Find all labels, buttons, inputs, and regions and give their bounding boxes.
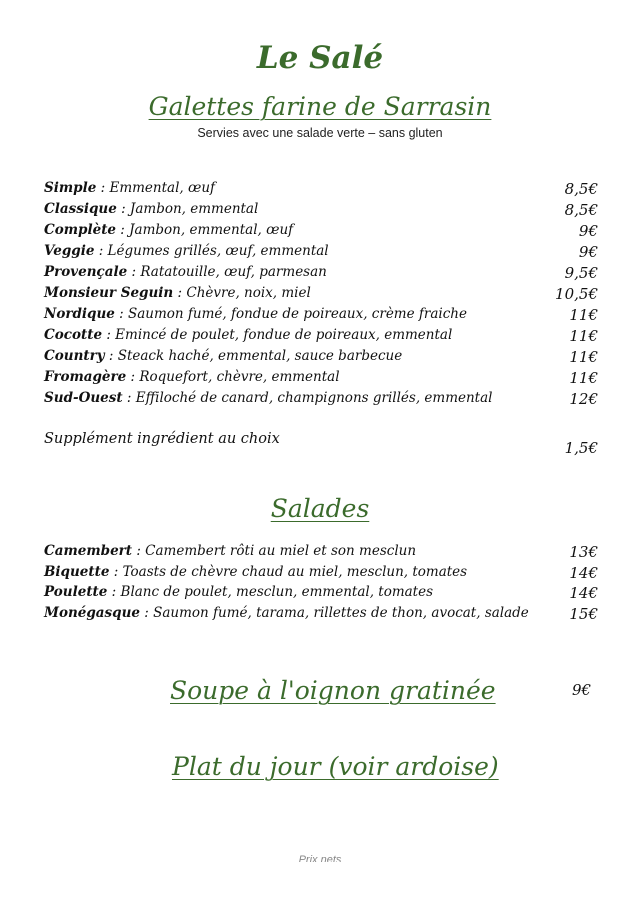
- menu-item-text: [44, 243, 329, 264]
- menu-item-price: 8,5€: [564, 201, 598, 219]
- menu-item-desc: : Effiloché de canard, champignons grillés, emmental: [122, 390, 493, 406]
- salades-heading-text: Salades: [270, 494, 370, 523]
- menu-item-desc: : Emmental, œuf: [96, 180, 216, 196]
- menu-item-price: 9€: [578, 222, 598, 240]
- menu-item-name: Poulette: [44, 584, 108, 600]
- menu-item-text: [44, 180, 215, 201]
- footer-note: Prix nets: [298, 854, 342, 862]
- plat-du-jour-heading: Plat du jour (voir ardoise): [172, 752, 499, 781]
- menu-item: [44, 306, 598, 327]
- galettes-heading: [0, 92, 640, 121]
- menu-item-price: 13€: [569, 543, 598, 561]
- menu-item: [44, 243, 598, 264]
- menu-item-name: Monégasque: [44, 604, 140, 621]
- menu-item: [44, 222, 598, 243]
- salades-heading: [0, 494, 640, 523]
- menu-item-name: Simple: [44, 180, 97, 196]
- menu-item: [44, 564, 598, 585]
- menu-item-text: [44, 222, 293, 243]
- menu-item-price: 14€: [569, 584, 598, 602]
- menu-item-name: Provençale: [44, 264, 128, 280]
- menu-item-price: 9,5€: [564, 264, 598, 282]
- menu-item-price: 10,5€: [555, 285, 598, 303]
- menu-item-text: [44, 306, 467, 327]
- soupe-price: 9€: [572, 681, 592, 699]
- menu-item-text: [44, 605, 529, 626]
- menu-item-desc: : Ratatouille, œuf, parmesan: [127, 264, 327, 280]
- menu-item-price: 14€: [569, 563, 598, 582]
- menu-item: [44, 369, 598, 390]
- menu-item-text: [44, 348, 402, 369]
- menu-item-name: Monsieur Seguin: [44, 285, 174, 301]
- menu-item-name: Fromagère: [44, 369, 127, 385]
- menu-item-price: 12€: [569, 390, 598, 408]
- menu-item-text: [44, 327, 452, 348]
- menu-item: [44, 264, 598, 285]
- soupe-heading: Soupe à l'oignon gratinée: [170, 676, 496, 705]
- menu-item: [44, 584, 598, 605]
- menu-item-text: [44, 543, 416, 564]
- menu-item-text: [44, 584, 433, 605]
- menu-item-name: Country: [44, 348, 105, 364]
- menu-item-text: [44, 369, 340, 390]
- supplement-price: 1,5€: [564, 439, 598, 457]
- menu-item-desc: : Camembert rôti au miel et son mesclun: [132, 543, 417, 559]
- menu-item: [44, 201, 598, 222]
- galettes-subtitle: Servies avec une salade verte – sans gluten: [197, 126, 443, 140]
- menu-item: [44, 348, 598, 369]
- supplement-label: Supplément ingrédient au choix: [44, 431, 280, 447]
- menu-item-text: [44, 564, 467, 585]
- menu-item-price: 8,5€: [564, 180, 598, 198]
- menu-item-name: Camembert: [44, 543, 133, 559]
- menu-item: [44, 180, 598, 201]
- menu-item-desc: : Saumon fumé, tarama, rillettes de thon, avocat, salade: [139, 604, 529, 621]
- menu-item-price: 11€: [569, 369, 598, 387]
- menu-item-price: 11€: [569, 306, 598, 324]
- menu-item-price: 11€: [569, 348, 598, 366]
- menu-item-name: Classique: [44, 201, 117, 217]
- menu-item-price: 15€: [569, 604, 598, 623]
- menu-item-desc: : Jambon, emmental, œuf: [116, 222, 294, 238]
- menu-item-desc: : Jambon, emmental: [116, 201, 259, 217]
- menu-item: [44, 390, 598, 411]
- supplement-row: [44, 431, 598, 457]
- menu-item-price: 11€: [569, 327, 598, 345]
- menu-item: [44, 605, 598, 626]
- menu-item: [44, 285, 598, 306]
- galettes-heading-text: Galettes farine de Sarrasin: [148, 92, 492, 121]
- menu-item-desc: : Roquefort, chèvre, emmental: [126, 369, 340, 385]
- menu-item-desc: : Saumon fumé, fondue de poireaux, crème fraiche: [114, 306, 467, 322]
- menu-item-text: [44, 285, 311, 306]
- menu-item-name: Biquette: [44, 563, 110, 580]
- menu-item-text: [44, 201, 258, 222]
- menu-item-desc: : Chèvre, noix, miel: [173, 285, 311, 301]
- menu-item-name: Cocotte: [44, 327, 103, 343]
- menu-item-desc: : Légumes grillés, œuf, emmental: [94, 243, 329, 259]
- page-title: Le Salé: [256, 40, 384, 76]
- menu-item-price: 9€: [578, 243, 598, 261]
- menu-item-desc: : Toasts de chèvre chaud au miel, mesclun, tomates: [109, 563, 468, 580]
- menu-item-text: [44, 390, 492, 411]
- menu-item-desc: : Steack haché, emmental, sauce barbecue: [104, 348, 403, 364]
- menu-item-desc: : Blanc de poulet, mesclun, emmental, tomates: [107, 584, 434, 600]
- menu-item-text: [44, 264, 327, 285]
- menu-item-name: Sud-Ouest: [44, 390, 123, 406]
- menu-item-name: Veggie: [44, 243, 95, 259]
- menu-item: [44, 543, 598, 564]
- menu-item-name: Complète: [44, 222, 117, 238]
- menu-item-name: Nordique: [44, 306, 115, 322]
- menu-item: [44, 327, 598, 348]
- menu-item-desc: : Emincé de poulet, fondue de poireaux, emmental: [102, 327, 453, 343]
